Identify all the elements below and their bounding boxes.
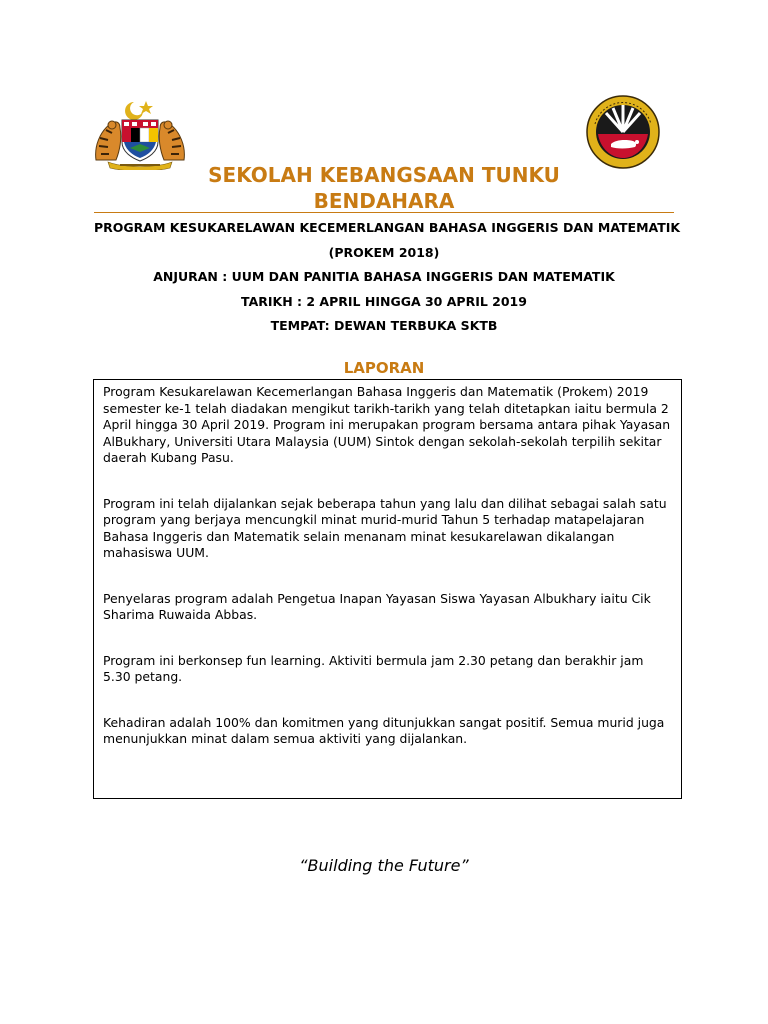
program-organizer: ANJURAN : UUM DAN PANITIA BAHASA INGGERIS DAN MATEMATIK bbox=[153, 269, 615, 284]
report-paragraph: Program ini berkonsep fun learning. Aktiviti bermula jam 2.30 petang dan berakhir jam 5.30 petang. bbox=[103, 652, 644, 684]
program-venue: TEMPAT: DEWAN TERBUKA SKTB bbox=[270, 318, 498, 333]
school-crest-icon bbox=[585, 94, 661, 170]
title-divider bbox=[94, 212, 674, 213]
school-name-line-1: SEKOLAH KEBANGSAAN TUNKU bbox=[208, 163, 560, 187]
report-paragraph: Program ini telah dijalankan sejak beberapa tahun yang lalu dan dilihat sebagai salah satu program yang berjaya mencungkil minat murid-murid Tahun 5 terhadap matapelajaran Bahasa Inggeris dan Matematik selain menanam minat kesukarelawan dikalangan mahasiswa UUM. bbox=[103, 495, 667, 560]
school-name bbox=[94, 162, 674, 214]
school-name-line-2: BENDAHARA bbox=[313, 189, 455, 213]
program-date: TARIKH : 2 APRIL HINGGA 30 APRIL 2019 bbox=[241, 293, 527, 309]
program-abbrev: (PROKEM 2018) bbox=[328, 244, 440, 260]
report-paragraph: Program Kesukarelawan Kecemerlangan Bahasa Inggeris dan Matematik (Prokem) 2019 semester ke-1 telah diadakan mengikut tarikh-tarikh yang telah ditetapkan iaitu bermula 2 April hingga 30 April 2019. Program ini merupakan program bersama antara pihak Yayasan AlBukhary, Universiti Utara Malaysia (UUM) Sintok dengan sekolah-sekolah terpilih sekitar daerah Kubang Pasu. bbox=[103, 384, 671, 465]
report-paragraph: Kehadiran adalah 100% dan komitmen yang ditunjukkan sangat positif. Semua murid juga menunjukkan minat dalam semua aktiviti yang dijalankan. bbox=[103, 714, 665, 746]
program-title: PROGRAM KESUKARELAWAN KECEMERLANGAN BAHASA INGGERIS DAN MATEMATIK bbox=[94, 220, 681, 235]
report-paragraph: Penyelaras program adalah Pengetua Inapan Yayasan Siswa Yayasan Albukhary iaitu Cik Sharima Ruwaida Abbas. bbox=[103, 590, 651, 622]
tagline: “Building the Future” bbox=[299, 856, 469, 875]
malaysia-coat-of-arms-icon bbox=[90, 98, 190, 170]
report-heading: LAPORAN bbox=[343, 359, 425, 377]
report-box bbox=[93, 379, 682, 799]
program-info bbox=[94, 216, 681, 339]
